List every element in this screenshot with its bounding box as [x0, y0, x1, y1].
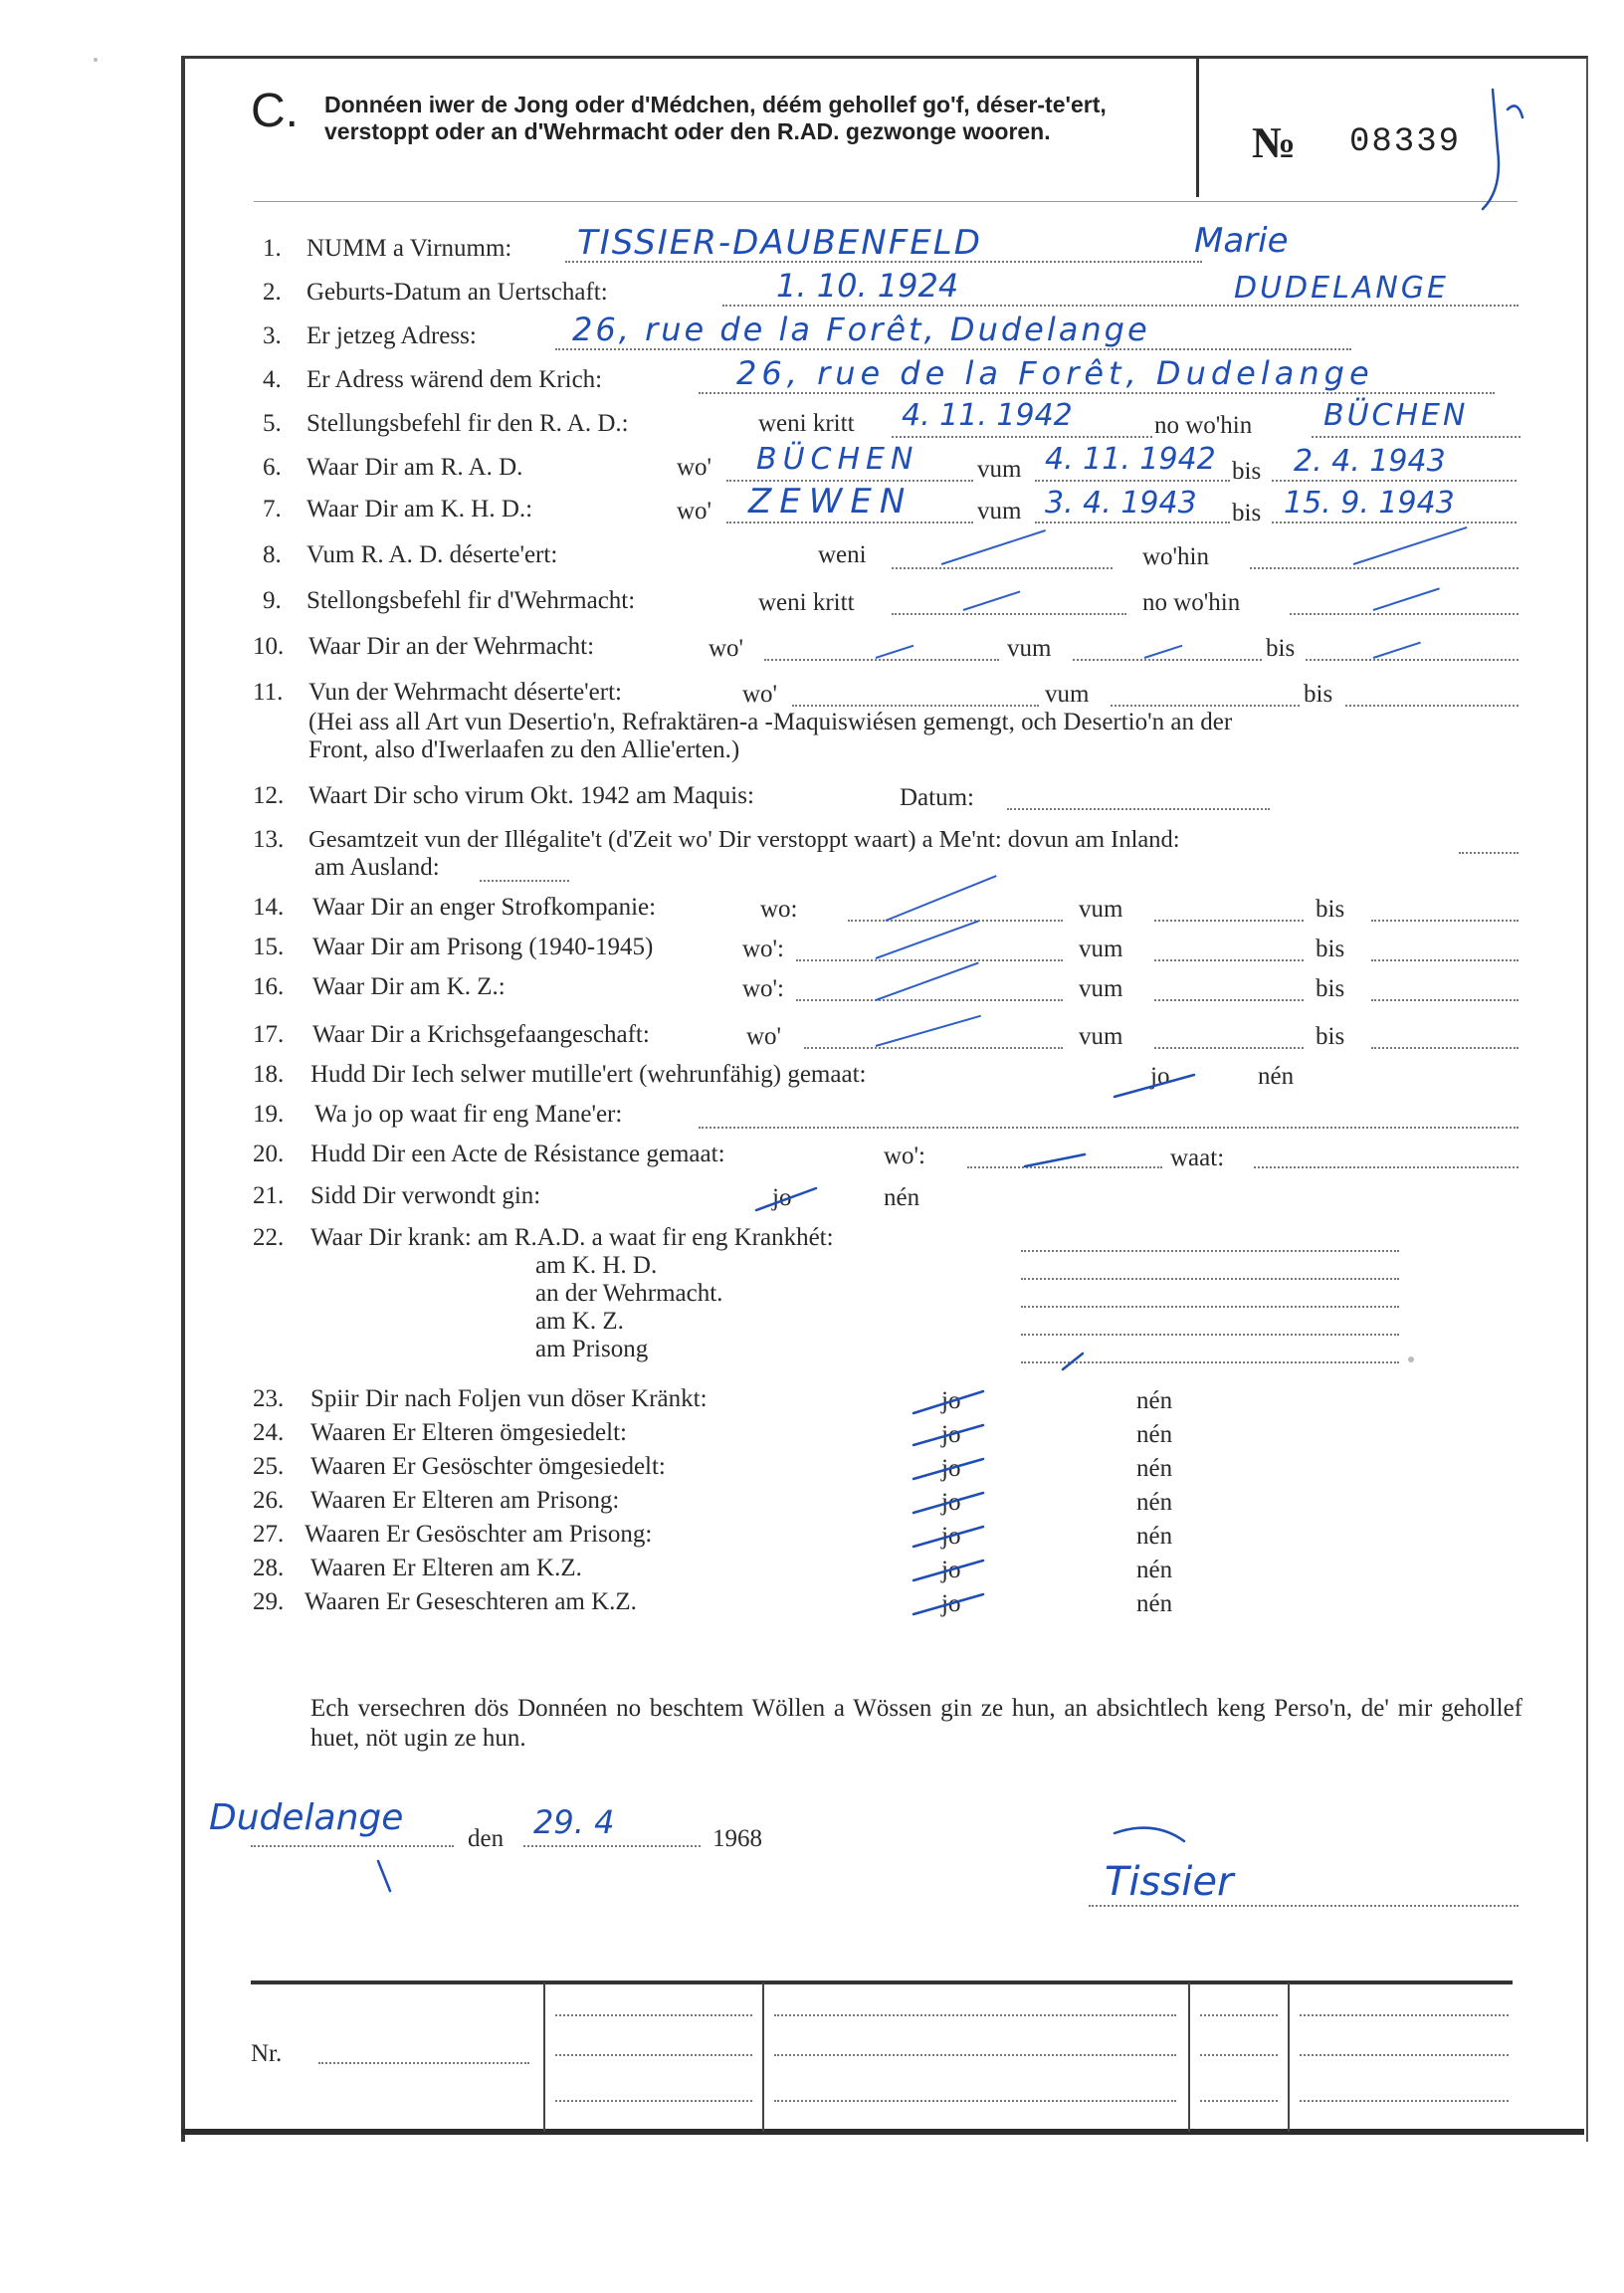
sub-label-bis: bis: [1304, 681, 1333, 708]
sub-label-bis: bis: [1232, 500, 1262, 526]
field-number: 8.: [263, 541, 282, 568]
field-label-rad: Waar Dir am R. A. D.: [306, 454, 523, 481]
sub-label-wohin: no wo'hin: [1142, 589, 1241, 616]
value-rad-to[interactable]: 2. 4. 1943: [1294, 444, 1446, 479]
option-jo[interactable]: jo: [941, 1523, 961, 1550]
sub-label-wo: wo': [709, 635, 744, 662]
field-number: 1.: [263, 235, 282, 262]
option-nen[interactable]: nén: [1136, 1590, 1173, 1617]
option-jo[interactable]: jo: [1150, 1063, 1170, 1090]
option-jo[interactable]: jo: [941, 1455, 961, 1482]
field-number: 11.: [253, 679, 284, 706]
section-letter: C.: [251, 85, 299, 137]
field-label-siblings-prison: Waaren Er Gesöschter am Prisong:: [304, 1521, 653, 1548]
sub-label-wo: wo': [677, 454, 712, 481]
date-den-label: den: [468, 1825, 505, 1852]
field-number: 9.: [263, 587, 282, 614]
sick-sub-prison: am Prisong: [535, 1336, 649, 1362]
note-desertion-line2: Front, also d'Iwerlaafen zu den Allie'erten.): [308, 736, 740, 763]
sub-label-bis: bis: [1316, 896, 1345, 923]
note-desertion-line1: (Hei ass all Art vun Desertio'n, Refraktären-a -Maquiswiésen gemengt, och Desertio'n an der: [308, 709, 1233, 735]
field-label-khd: Waar Dir am K. H. D.:: [306, 496, 533, 522]
option-jo[interactable]: jo: [941, 1387, 961, 1414]
field-number: 10.: [253, 633, 285, 660]
sub-label-weni: weni: [818, 541, 867, 568]
sick-sub-wehrmacht: an der Wehrmacht.: [535, 1280, 723, 1307]
option-nen[interactable]: nén: [1258, 1063, 1295, 1090]
sub-label-vum: vum: [1079, 896, 1123, 923]
sub-label-wo: wo:: [760, 896, 798, 923]
field-number: 13.: [253, 826, 285, 853]
value-khd-to[interactable]: 15. 9. 1943: [1284, 486, 1455, 521]
field-label-parents-resettled: Waaren Er Elteren ömgesiedelt:: [310, 1419, 627, 1446]
option-jo[interactable]: jo: [941, 1421, 961, 1448]
sub-label-vum: vum: [1079, 1023, 1123, 1050]
field-number: 22.: [253, 1224, 285, 1251]
field-number: 7.: [263, 496, 282, 522]
sub-label-vum: vum: [1045, 681, 1090, 708]
sub-label-vum: vum: [1007, 635, 1052, 662]
option-nen[interactable]: nén: [884, 1184, 920, 1211]
option-nen[interactable]: nén: [1136, 1523, 1173, 1550]
value-surname[interactable]: TISSIER-DAUBENFELD: [577, 223, 982, 263]
field-label-illegality: Gesamtzeit vun der Illégalite't (d'Zeit wo' Dir verstoppt waart) a Me'nt: dovun am Inland:: [308, 826, 1180, 853]
field-number: 20.: [253, 1141, 285, 1167]
field-label-address: Er jetzeg Adress:: [306, 322, 477, 349]
option-nen[interactable]: nén: [1136, 1421, 1173, 1448]
value-war-address[interactable]: 26, rue de la Forêt, Dudelange: [736, 354, 1374, 392]
field-label-wehrmacht-desertion: Vun der Wehrmacht déserte'ert:: [308, 679, 622, 706]
field-label-rad-desertion: Vum R. A. D. déserte'ert:: [306, 541, 558, 568]
sub-label-wo: wo': [746, 1023, 782, 1050]
field-number: 23.: [253, 1385, 285, 1412]
field-label-parents-kz: Waaren Er Elteren am K.Z.: [310, 1555, 582, 1581]
field-label-siblings-kz: Waaren Er Geseschteren am K.Z.: [304, 1588, 637, 1615]
field-label-self-mutilation: Hudd Dir Iech selwer mutille'ert (wehrunfähig) gemaat:: [310, 1061, 867, 1088]
sub-label-bis: bis: [1316, 936, 1345, 962]
field-label-consequences: Spiir Dir nach Foljen vun döser Kränkt:: [310, 1385, 708, 1412]
value-khd-place[interactable]: ZEWEN: [748, 482, 914, 521]
field-number: 18.: [253, 1061, 285, 1088]
field-label-prison: Waar Dir am Prisong (1940-1945): [312, 934, 654, 960]
declaration-text: Ech versechren dös Donnéen no beschtem Wöllen a Wössen gin ze hun, an absichtlech keng Perso'n, de' mir gehollef huet, nöt ugin ze hun.: [310, 1695, 1522, 1752]
value-rad-place[interactable]: BÜCHEN: [756, 442, 919, 477]
sub-label-wo: wo':: [742, 936, 785, 962]
sub-label-wohin: wo'hin: [1142, 543, 1210, 570]
value-rad-order-date[interactable]: 4. 11. 1942: [902, 398, 1073, 433]
sub-label-datum: Datum:: [900, 784, 974, 811]
form-number: 08339: [1349, 123, 1462, 161]
section-title: Donnéen iwer de Jong oder d'Médchen, déém gehollef go'f, déser-te'ert, verstoppt oder an d'Wehrmacht oder den R.AD. gezwonge wooren.: [324, 92, 1107, 144]
field-number: 29.: [253, 1588, 285, 1615]
signature-place[interactable]: Dudelange: [209, 1797, 404, 1838]
option-nen[interactable]: nén: [1136, 1557, 1173, 1583]
sick-sub-khd: am K. H. D.: [535, 1252, 658, 1279]
field-number: 28.: [253, 1555, 285, 1581]
field-number: 16.: [253, 973, 285, 1000]
field-number: 25.: [253, 1453, 285, 1480]
field-number: 15.: [253, 934, 285, 960]
sub-label-vum: vum: [1079, 936, 1123, 962]
option-jo[interactable]: jo: [941, 1489, 961, 1516]
field-label-wehrmacht: Waar Dir an der Wehrmacht:: [308, 633, 595, 660]
sub-label-bis: bis: [1232, 458, 1262, 485]
sub-label-vum: vum: [1079, 975, 1123, 1002]
number-sign: №: [1252, 118, 1297, 167]
field-number: 27.: [253, 1521, 285, 1548]
field-label-kz: Waar Dir am K. Z.:: [312, 973, 506, 1000]
value-khd-from[interactable]: 3. 4. 1943: [1045, 486, 1197, 521]
field-label-wehrmacht-order: Stellongsbefehl fir d'Wehrmacht:: [306, 587, 636, 614]
field-label-birth: Geburts-Datum an Uertschaft:: [306, 279, 608, 306]
option-nen[interactable]: nén: [1136, 1455, 1173, 1482]
field-number: 21.: [253, 1182, 285, 1209]
field-number: 6.: [263, 454, 282, 481]
sub-label-vum: vum: [977, 456, 1022, 483]
field-label-name: NUMM a Virnumm:: [306, 235, 512, 262]
option-jo[interactable]: jo: [941, 1590, 961, 1617]
sub-label-wo: wo':: [884, 1143, 926, 1169]
field-number: 24.: [253, 1419, 285, 1446]
sub-label-wohin: no wo'hin: [1154, 412, 1253, 439]
field-number: 2.: [263, 279, 282, 306]
sick-sub-kz: am K. Z.: [535, 1308, 624, 1335]
field-label-pow: Waar Dir a Krichsgefaangeschaft:: [312, 1021, 650, 1048]
field-label-sick: Waar Dir krank: am R.A.D. a waat fir eng Krankhét:: [310, 1224, 834, 1251]
value-rad-destination[interactable]: BÜCHEN: [1323, 398, 1469, 433]
field-number: 26.: [253, 1487, 285, 1514]
field-number: 14.: [253, 894, 285, 921]
field-label-war-address: Er Adress wärend dem Krich:: [306, 366, 603, 393]
sub-label-vum: vum: [977, 498, 1022, 524]
field-label-resistance: Hudd Dir een Acte de Résistance gemaat:: [310, 1141, 725, 1167]
sub-label-weni-kritt: weni kritt: [758, 589, 855, 616]
field-number: 4.: [263, 366, 282, 393]
signature-year: 1968: [712, 1825, 762, 1852]
sub-label-wo: wo':: [742, 975, 785, 1002]
field-number: 5.: [263, 410, 282, 437]
field-label-manner: Wa jo op waat fir eng Mane'er:: [314, 1101, 623, 1128]
field-number: 12.: [253, 782, 285, 809]
field-label-parents-prison: Waaren Er Elteren am Prisong:: [310, 1487, 620, 1514]
sub-label-waat: waat:: [1170, 1145, 1225, 1171]
field-label-rad-order: Stellungsbefehl fir den R. A. D.:: [306, 410, 629, 437]
sub-label-weni-kritt: weni kritt: [758, 410, 855, 437]
field-number: 19.: [253, 1101, 285, 1128]
signature[interactable]: Tissier: [1105, 1859, 1234, 1905]
value-rad-from[interactable]: 4. 11. 1942: [1045, 442, 1216, 477]
option-nen[interactable]: nén: [1136, 1387, 1173, 1414]
option-jo[interactable]: jo: [772, 1184, 792, 1211]
value-birthplace[interactable]: DUDELANGE: [1234, 271, 1449, 306]
value-firstname[interactable]: Marie: [1194, 221, 1289, 261]
signature-date[interactable]: 29. 4: [533, 1803, 615, 1841]
sub-label-bis: bis: [1266, 635, 1296, 662]
field-label-siblings-resettled: Waaren Er Gesöschter ömgesiedelt:: [310, 1453, 666, 1480]
field-number: 3.: [263, 322, 282, 349]
field-label-wounded: Sidd Dir verwondt gin:: [310, 1182, 541, 1209]
option-jo[interactable]: jo: [941, 1557, 961, 1583]
field-label-penal-company: Waar Dir an enger Strofkompanie:: [312, 894, 657, 921]
field-label-maquis: Waart Dir scho virum Okt. 1942 am Maquis:: [308, 782, 754, 809]
sub-label-bis: bis: [1316, 975, 1345, 1002]
sub-label-wo: wo': [742, 681, 778, 708]
value-address[interactable]: 26, rue de la Forêt, Dudelange: [572, 311, 1150, 348]
field-number: 17.: [253, 1021, 285, 1048]
field-label-abroad: am Ausland:: [314, 854, 440, 881]
footer-nr-label: Nr.: [251, 2040, 283, 2067]
sub-label-bis: bis: [1316, 1023, 1345, 1050]
option-nen[interactable]: nén: [1136, 1489, 1173, 1516]
value-birthdate[interactable]: 1. 10. 1924: [776, 267, 959, 305]
sub-label-wo: wo': [677, 498, 712, 524]
